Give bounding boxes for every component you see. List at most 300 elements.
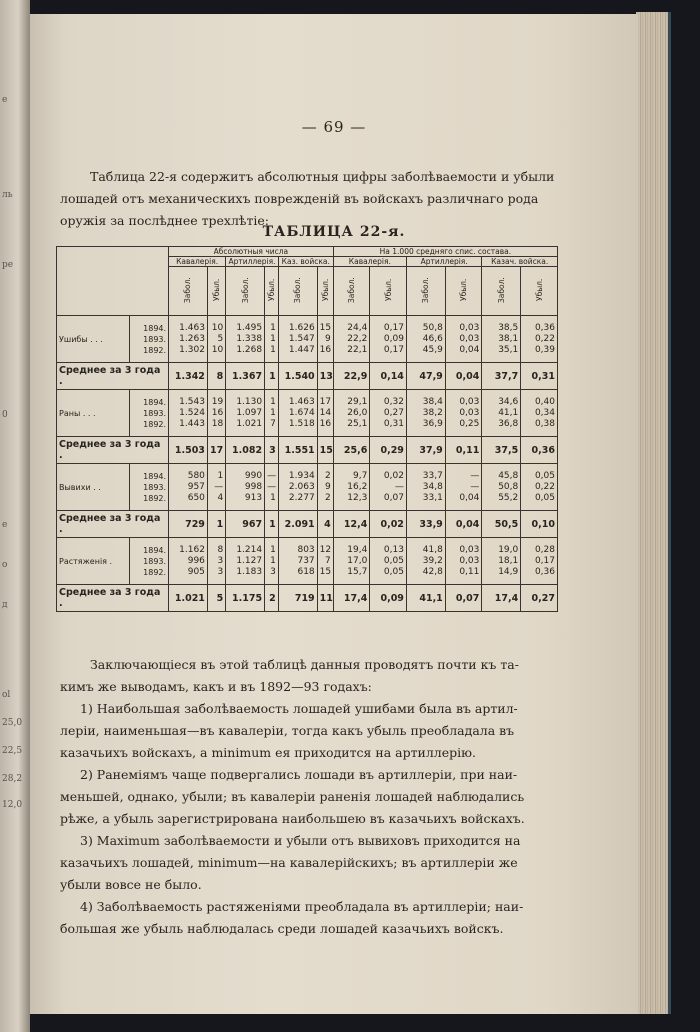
data-cell [482,390,521,437]
average-cell: 22,9 [333,363,370,390]
cell-value: 0,39 [534,344,555,355]
year-cell [130,390,169,437]
average-cell: 25,6 [333,437,370,464]
cell-value: 998 [244,481,263,492]
data-cell [482,464,521,511]
data-cell [333,390,370,437]
data-cell [317,390,333,437]
cell-value: 1 [270,544,276,555]
cell-value: 0,04 [459,492,480,503]
margin-fragment: ль [2,190,13,200]
data-cell [207,464,225,511]
cell-value: 990 [244,470,263,481]
cell-value: 1 [270,555,276,566]
cell-value: 0,13 [383,544,404,555]
cell-value: 1 [270,344,276,355]
cell-value: 1 [270,407,276,418]
data-cell [278,390,317,437]
average-cell: 0,10 [521,511,558,538]
average-cell: 1 [265,511,279,538]
text-line: 3) Maximum заболѣваемости и убыли отъ вывиховъ приходится на [80,833,521,848]
average-cell: 0,29 [370,437,407,464]
year-label: 1892. [143,345,167,355]
margin-fragment: ре [2,260,14,270]
average-cell: 33,9 [406,511,445,538]
cell-value: 0,02 [383,470,404,481]
cell-value: 2.277 [288,492,315,503]
cell-value: 3 [217,566,224,577]
arm-header: Артиллерія. [226,257,279,267]
margin-fragment: е [2,520,8,530]
cell-value: 50,8 [422,322,443,333]
cell-value: 1.626 [288,322,315,333]
data-cell [521,464,558,511]
table-title: ТАБЛИЦА 22-я. [262,224,406,240]
cell-value: 1.214 [236,544,263,555]
arm-header: Казач. войска. [482,257,558,267]
average-cell: 2 [265,585,279,612]
year-label: 1894. [143,545,167,555]
sub-header: Забол. [333,267,370,316]
sub-header: Убыл. [370,267,407,316]
average-row [57,363,558,390]
data-cell [521,316,558,363]
data-cell [333,316,370,363]
cell-value: 1.263 [179,333,205,344]
cell-value: 46,6 [422,333,443,344]
cell-value: 17,0 [347,555,368,566]
average-cell: 0,11 [445,437,482,464]
cell-value: — [470,470,480,481]
text-line: кимъ же выводамъ, какъ и въ 1892—93 годахъ: [60,679,372,694]
data-cell [265,464,279,511]
cell-value: 10 [211,322,224,333]
data-cell [521,538,558,585]
cell-value: 5 [217,333,224,344]
cell-value: 0,03 [459,333,480,344]
year-label: 1892. [143,419,167,429]
margin-fragment: о [2,560,8,570]
data-cell [169,538,208,585]
average-cell: 15 [317,437,333,464]
cell-value: 1.934 [288,470,315,481]
average-cell: 1.551 [278,437,317,464]
cell-value: 0,05 [383,566,404,577]
cell-value: 19,4 [347,544,368,555]
data-cell [265,538,279,585]
average-cell: 5 [207,585,225,612]
arm-header: Каз. войска. [278,257,333,267]
cell-value: 1.463 [179,322,205,333]
year-label: 1893. [143,334,167,344]
arm-header: Кавалерія. [333,257,406,267]
data-row-group [57,464,558,511]
group-header: Абсолютныя числа [169,247,334,257]
cell-value: 0,05 [534,470,555,481]
cell-value: 38,4 [422,396,443,407]
cell-value: 16 [319,344,332,355]
sub-header: Убыл. [445,267,482,316]
cell-value: 0,17 [383,322,404,333]
margin-fragment: 28,2 [2,774,23,784]
cell-value: 0,38 [534,418,555,429]
data-cell [482,316,521,363]
margin-fragment: 25,0 [2,718,23,728]
cell-value: 42,8 [422,566,443,577]
cell-value: 34,6 [498,396,519,407]
average-label: Среднее за 3 года . [57,437,169,464]
cell-value: 0,31 [383,418,404,429]
data-cell [370,316,407,363]
margin-fragment: 22,5 [2,746,23,756]
cell-value: 3 [217,555,224,566]
cell-value: 26,0 [347,407,368,418]
cell-value: 1.463 [288,396,315,407]
average-cell: 967 [226,511,265,538]
average-cell: 1.342 [169,363,208,390]
cell-value: 0,22 [534,333,555,344]
cell-value: 996 [187,555,205,566]
year-label: 1892. [143,567,167,577]
cell-value: 1.302 [179,344,205,355]
average-cell: 13 [317,363,333,390]
text-line: 4) Заболѣваемость растяженіями преобладала въ артиллеріи; наи- [80,899,524,914]
cell-value: 905 [187,566,205,577]
book-page-edges [636,12,671,1014]
cell-value: 8 [217,544,224,555]
cell-value: 1.674 [288,407,315,418]
cell-value: 19,0 [498,544,519,555]
cell-value: 2 [325,492,331,503]
corner-cell [57,247,169,316]
cell-value: 38,1 [498,333,519,344]
cell-value: 15 [319,566,332,577]
data-cell [226,390,265,437]
average-cell: 0,04 [445,363,482,390]
data-cell [406,464,445,511]
previous-page-edge [0,0,30,1032]
data-cell [169,316,208,363]
data-table [56,246,558,612]
data-cell [226,316,265,363]
data-cell [207,390,225,437]
cell-value: 2 [325,470,331,481]
cell-value: 18,1 [498,555,519,566]
cell-value: 15 [319,322,332,333]
cell-value: 0,36 [534,566,555,577]
cell-value: 7 [270,418,276,429]
year-label: 1894. [143,471,167,481]
cell-value: 1.495 [236,322,263,333]
data-cell [406,390,445,437]
text-line: Заключающіеся въ этой таблицѣ данныя проводятъ почти къ та- [90,657,519,672]
data-cell [207,538,225,585]
average-cell: 3 [265,437,279,464]
cell-value: 1.097 [236,407,263,418]
data-row-group [57,316,558,363]
cell-value: 0,03 [459,544,480,555]
cell-value: 737 [297,555,315,566]
cell-value: — [470,481,480,492]
text-line: меньшей, однако, убыли; въ кавалеріи раненія лошадей наблюдались [60,789,525,804]
data-row-group [57,538,558,585]
cell-value: 33,1 [422,492,443,503]
row-label: Ушибы . . . [57,316,130,363]
sub-header: Убыл. [265,267,279,316]
data-cell [482,538,521,585]
cell-value: 45,8 [498,470,519,481]
cell-value: 36,9 [422,418,443,429]
data-cell [370,538,407,585]
average-cell: 0,04 [445,511,482,538]
cell-value: 957 [187,481,205,492]
average-cell: 0,31 [521,363,558,390]
cell-value: 0,32 [383,396,404,407]
row-label: Растяженія . [57,538,130,585]
cell-value: 17 [319,396,332,407]
data-cell [169,390,208,437]
cell-value: 650 [187,492,205,503]
text-line: леріи, наименьшая—въ кавалеріи, тогда какъ убыль преобладала въ [60,723,515,738]
cell-value: 618 [297,566,315,577]
arm-header: Кавалерія. [169,257,226,267]
cell-value: — [267,470,277,481]
average-cell: 1.175 [226,585,265,612]
text-line: оружія за послѣднее трехлѣтіе: [60,213,269,228]
cell-value: 2.063 [288,481,315,492]
sub-header: Забол. [406,267,445,316]
average-row [57,511,558,538]
average-cell: 41,1 [406,585,445,612]
year-cell [130,464,169,511]
data-cell [317,464,333,511]
sub-header: Убыл. [317,267,333,316]
cell-value: 1.443 [179,418,205,429]
row-label: Вывихи . . [57,464,130,511]
cell-value: 16,2 [347,481,368,492]
data-cell [406,538,445,585]
cell-value: 1 [270,492,276,503]
cell-value: 12,3 [347,492,368,503]
average-label: Среднее за 3 года . [57,585,169,612]
cell-value: 41,8 [422,544,443,555]
average-label: Среднее за 3 года . [57,363,169,390]
cell-value: — [267,481,277,492]
text-line: большая же убыль наблюдалась среди лошадей казачьихъ войскъ. [60,921,504,936]
average-cell: 719 [278,585,317,612]
cell-value: 0,17 [383,344,404,355]
book-page [30,14,638,1014]
cell-value: 1 [270,396,276,407]
average-cell: 17 [207,437,225,464]
cell-value: 1.130 [236,396,263,407]
data-cell [333,464,370,511]
cell-value: 1.543 [179,396,205,407]
text-line: 1) Наибольшая заболѣваемость лошадей ушибами была въ артил- [80,701,518,716]
cell-value: 0,04 [459,344,480,355]
cell-value: 38,2 [422,407,443,418]
cell-value: 0,27 [383,407,404,418]
cell-value: 9,7 [353,470,368,481]
cell-value: 1.547 [288,333,315,344]
average-row [57,437,558,464]
cell-value: 0,36 [534,322,555,333]
data-cell [207,316,225,363]
group-header: На 1.000 средняго спис. состава. [333,247,557,257]
cell-value: 1.183 [236,566,263,577]
cell-value: 1.162 [179,544,205,555]
average-cell: 47,9 [406,363,445,390]
data-cell [370,390,407,437]
average-cell: 37,7 [482,363,521,390]
cell-value: 29,1 [347,396,368,407]
page-number: — 69 — [301,118,367,136]
average-cell: 37,9 [406,437,445,464]
year-label: 1893. [143,408,167,418]
group-header-row [57,247,558,257]
cell-value: 19 [211,396,224,407]
cell-value: 1 [270,322,276,333]
data-cell [265,316,279,363]
text-line: казачьихъ войскахъ, а minimum ея приходится на артиллерію. [60,745,476,760]
average-cell: 12,4 [333,511,370,538]
row-label: Раны . . . [57,390,130,437]
data-cell [226,464,265,511]
data-cell [278,316,317,363]
sub-header: Забол. [482,267,521,316]
cell-value: 0,17 [534,555,555,566]
cell-value: 16 [319,418,332,429]
data-cell [278,538,317,585]
cell-value: 0,03 [459,407,480,418]
cell-value: 1.338 [236,333,263,344]
cell-value: 9 [325,481,331,492]
cell-value: 0,03 [459,322,480,333]
average-cell: 50,5 [482,511,521,538]
data-cell [226,538,265,585]
average-cell: 0,27 [521,585,558,612]
cell-value: 0,07 [383,492,404,503]
cell-value: 0,22 [534,481,555,492]
cell-value: — [214,481,224,492]
cell-value: 36,8 [498,418,519,429]
text-line: рѣже, а убыль зарегистрирована наибольшею въ казачьихъ войскахъ. [60,811,525,826]
data-cell [445,390,482,437]
year-label: 1892. [143,493,167,503]
cell-value: 39,2 [422,555,443,566]
cell-value: 24,4 [347,322,368,333]
cell-value: 1.524 [179,407,205,418]
cell-value: 913 [244,492,263,503]
cell-value: 1 [217,470,224,481]
cell-value: 0,05 [383,555,404,566]
cell-value: 10 [211,344,224,355]
table-body [57,316,558,612]
average-cell: 37,5 [482,437,521,464]
cell-value: 35,1 [498,344,519,355]
average-cell: 0,14 [370,363,407,390]
sub-header: Убыл. [521,267,558,316]
intro-paragraph [60,166,605,232]
cell-value: 16 [211,407,224,418]
average-cell: 8 [207,363,225,390]
average-cell: 0,36 [521,437,558,464]
average-cell: 1 [265,363,279,390]
cell-value: 0,05 [534,492,555,503]
data-cell [317,316,333,363]
text-line: Таблица 22-я содержитъ абсолютныя цифры заболѣваемости и убыли [90,169,555,184]
year-label: 1894. [143,397,167,407]
data-cell [317,538,333,585]
cell-value: 0,11 [459,566,480,577]
data-cell [265,390,279,437]
average-cell: 17,4 [482,585,521,612]
cell-value: 7 [325,555,331,566]
average-cell: 11 [317,585,333,612]
cell-value: 4 [217,492,224,503]
text-line: убыли вовсе не было. [60,877,202,892]
cell-value: 14 [319,407,332,418]
average-cell: 1.021 [169,585,208,612]
margin-fragment: 12,0 [2,800,23,810]
average-cell: 1 [207,511,225,538]
cell-value: 803 [297,544,315,555]
arm-header: Артиллерія. [406,257,481,267]
sub-header: Забол. [278,267,317,316]
sub-header: Убыл. [207,267,225,316]
cell-value: 34,8 [422,481,443,492]
average-cell: 1.367 [226,363,265,390]
cell-value: 38,5 [498,322,519,333]
data-cell [169,464,208,511]
data-cell [278,464,317,511]
cell-value: 1.127 [236,555,263,566]
cell-value: — [394,481,404,492]
data-cell [333,538,370,585]
cell-value: 41,1 [498,407,519,418]
cell-value: 9 [325,333,331,344]
sub-header: Забол. [169,267,208,316]
cell-value: 22,2 [347,333,368,344]
data-cell [370,464,407,511]
text-line: казачьихъ лошадей, minimum—на кавалерійскихъ; въ артиллеріи же [60,855,518,870]
data-cell [406,316,445,363]
average-cell: 17,4 [333,585,370,612]
text-line: 2) Ранеміямъ чаще подвергались лошади въ артиллеріи, при наи- [80,767,518,782]
margin-fragment: e [2,95,8,105]
cell-value: 0,03 [459,555,480,566]
year-label: 1894. [143,323,167,333]
margin-fragment: ol [2,690,11,700]
cell-value: 50,8 [498,481,519,492]
margin-fragment: 0 [2,410,8,420]
cell-value: 1.447 [288,344,315,355]
year-label: 1893. [143,482,167,492]
cell-value: 0,09 [383,333,404,344]
cell-value: 3 [270,566,276,577]
cell-value: 15,7 [347,566,368,577]
cell-value: 22,1 [347,344,368,355]
margin-fragment: д [2,600,8,610]
cell-value: 1.268 [236,344,263,355]
average-cell: 4 [317,511,333,538]
year-label: 1893. [143,556,167,566]
average-cell: 1.503 [169,437,208,464]
conclusion-paragraph [60,654,605,940]
text-line: лошадей отъ механическихъ поврежденій въ войскахъ различнаго рода [60,191,539,206]
cell-value: 12 [319,544,332,555]
cell-value: 55,2 [498,492,519,503]
